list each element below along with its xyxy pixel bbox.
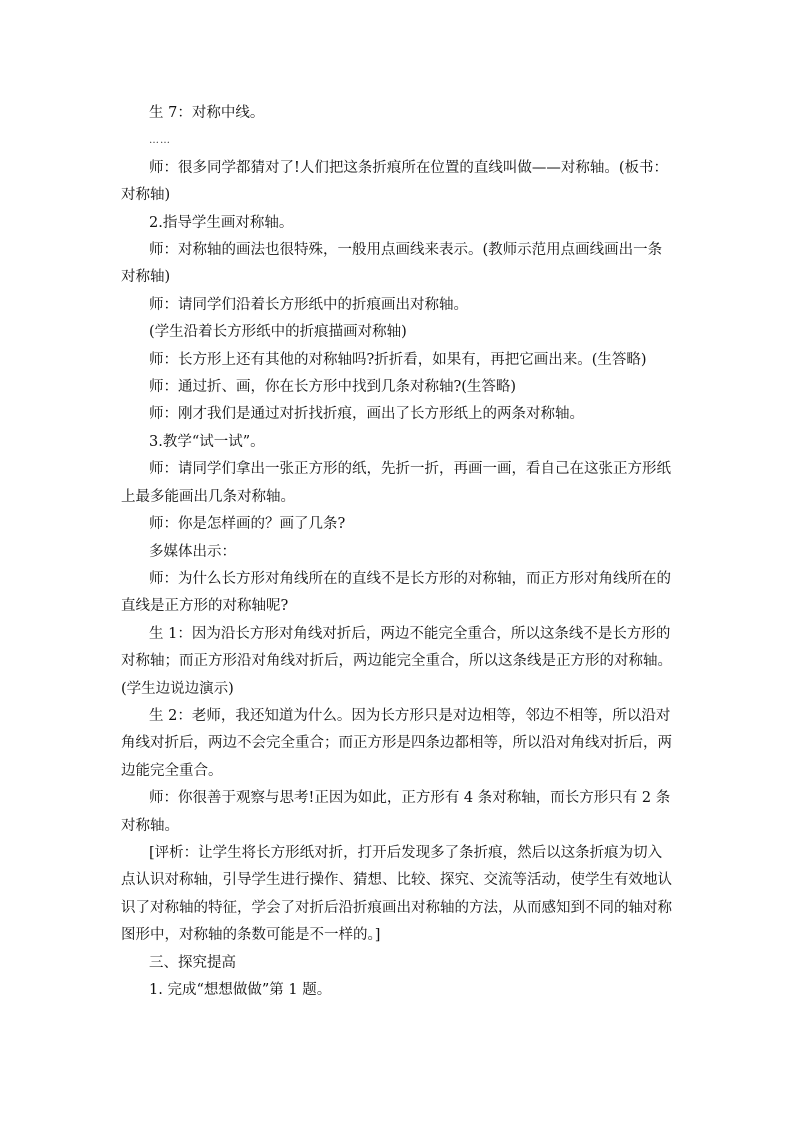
document-body <box>121 100 676 1004</box>
paragraph-multimedia: 多媒体出示： <box>149 543 236 560</box>
paragraph-teacher-dash-line: 师：对称轴的画法也很特殊，一般用点画线来表示。(教师示范用点画线画出一条对称轴) <box>121 242 663 286</box>
paragraph-commentary: [评析：让学生将长方形纸对折，打开后发现多了条折痕，然后以这条折痕为切入点认识对称轴，引导学生进行操作、猜想、比较、探究、交流等活动，使学生有效地认识了对称轴的特征，学会了对折后沿折痕画出对称轴的方法，从而感知到不同的轴对称图形中，对称轴的条数可能是不一样的。] <box>121 844 672 944</box>
paragraph-student2-answer: 生 2：老师，我还知道为什么。因为长方形只是对边相等，邻边不相等，所以沿对角线对折后，两边不会完全重合；而正方形是四条边都相等，所以沿对角线对折后，两边能完全重合。 <box>121 707 672 779</box>
paragraph-step3-heading: 3.教学“试一试”。 <box>149 433 265 450</box>
paragraph-teacher-symmetry-axis: 师：很多同学都猜对了!人们把这条折痕所在位置的直线叫做——对称轴。(板书：对称轴) <box>121 159 668 204</box>
paragraph-teacher-praise: 师：你很善于观察与思考!正因为如此，正方形有 4 条对称轴，而长方形只有 2 条对称轴。 <box>121 790 671 834</box>
paragraph-teacher-other-axes: 师：长方形上还有其他的对称轴吗?折折看，如果有，再把它画出来。(生答略) <box>149 351 647 368</box>
paragraph-section3-heading: 三、探究提高 <box>149 954 236 971</box>
paragraph-step2-heading: 2.指导学生画对称轴。 <box>149 214 294 231</box>
paragraph-teacher-how-drawn: 师：你是怎样画的？画了几条? <box>149 516 346 533</box>
paragraph-student1-answer: 生 1：因为沿长方形对角线对折后，两边不能完全重合，所以这条线不是长方形的对称轴；而正方形沿对角线对折后，两边能完全重合，所以这条线是正方形的对称轴。(学生边说边演示) <box>121 625 672 697</box>
paragraph-ellipsis: …… <box>149 135 171 147</box>
paragraph-teacher-draw-axis: 师：请同学们沿着长方形纸中的折痕画出对称轴。 <box>149 296 468 313</box>
paragraph-student-trace: (学生沿着长方形纸中的折痕描画对称轴) <box>149 324 407 341</box>
paragraph-exercise1: 1. 完成“想想做做”第 1 题。 <box>149 982 332 998</box>
paragraph-teacher-why-diagonal: 师：为什么长方形对角线所在的直线不是长方形的对称轴，而正方形对角线所在的直线是正方形的对称轴呢? <box>121 570 671 615</box>
paragraph-teacher-square-paper: 师：请同学们拿出一张正方形的纸，先折一折，再画一画，看自己在这张正方形纸上最多能画出几条对称轴。 <box>121 461 671 505</box>
paragraph-teacher-two-axes: 师：刚才我们是通过对折找折痕，画出了长方形纸上的两条对称轴。 <box>149 406 584 423</box>
paragraph-teacher-how-many: 师：通过折、画，你在长方形中找到几条对称轴?(生答略) <box>149 379 517 396</box>
paragraph-student7-answer: 生 7：对称中线。 <box>149 105 265 121</box>
